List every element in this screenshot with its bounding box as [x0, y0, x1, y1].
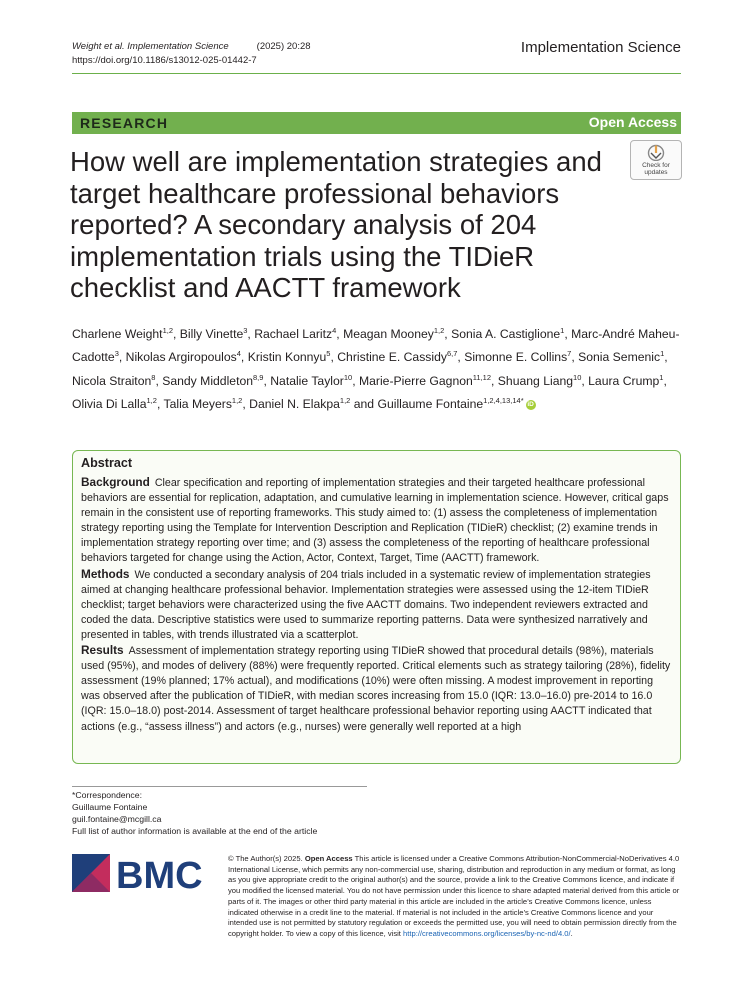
- orcid-icon[interactable]: iD: [527, 400, 534, 408]
- footnote-divider: [72, 786, 367, 787]
- author-affiliation: 11,12: [472, 372, 492, 382]
- abstract-heading: Abstract: [81, 456, 133, 470]
- author-affiliation: 3: [243, 326, 248, 335]
- author-affiliation: 1,2: [146, 395, 157, 405]
- abstract-background: [81, 475, 675, 567]
- author-list: Charlene Weight$^{1,2}$, Billy Vinette$^3$, Rachael Laritz$^4$, Meagan Mooney$^{1,2}$, Sonia A. Castiglione$^1$, Marc-André Maheu-Cadotte$^3$, Nikolas Argiropoulos$^4$, Kristin Konnyu$^5$, Christine E. Cassidy$^{6,7}$, Simonne E. Collins$^7$, Sonia Semenic$^1$, Nicola Straiton$^8$, Sandy Middleton$^{8,9}$, Natalie Taylor$^{10}$, Marie-Pierre Gagnon$^{11,12}$, Shuang Liang$^{10}$, Laura Crump$^1$, Olivia Di Lalla$^{1,2}$, Talia Meyers$^{1,2}$, Daniel N. Elakpa$^{1,2}$ and Guillaume Fontaine$^{1,2,4,13,14*}$ iD: [72, 326, 680, 411]
- journal-name: Implementation Science: [520, 39, 681, 56]
- author-name[interactable]: Charlene Weight: [72, 327, 163, 342]
- author-affiliation: 1,2: [231, 395, 243, 405]
- author-name[interactable]: Sandy Middleton: [162, 373, 254, 388]
- author-name[interactable]: Rachael Laritz: [254, 327, 333, 342]
- header-citation: Weight et al. Implementation Science: [72, 41, 229, 52]
- author-affiliation: 1: [659, 372, 664, 382]
- author-affiliation: 8,9: [253, 372, 264, 382]
- background-label: Background: [81, 475, 150, 489]
- abstract-results: [81, 643, 675, 735]
- author-affiliation: 4: [332, 326, 337, 335]
- author-affiliation: 1,2: [162, 326, 173, 335]
- author-name[interactable]: Olivia Di Lalla: [72, 396, 147, 411]
- author-affiliation: 6,7: [446, 349, 458, 359]
- open-access-label: Open Access: [588, 114, 677, 130]
- author-name[interactable]: Shuang Liang: [497, 373, 574, 388]
- author-name[interactable]: Billy Vinette: [179, 327, 244, 342]
- author-affiliation: 1,2: [339, 395, 351, 405]
- correspondence-name: Guillaume Fontaine: [72, 802, 148, 812]
- abstract-box: [72, 450, 681, 764]
- license-text: [228, 854, 682, 940]
- check-for-updates-button[interactable]: [630, 140, 682, 180]
- author-affiliation: 1: [660, 349, 665, 359]
- authors-and: and: [353, 396, 375, 411]
- correspondence-block: [72, 789, 317, 837]
- author-name[interactable]: Nicola Straiton: [72, 373, 152, 388]
- author-name[interactable]: Talia Meyers: [163, 396, 232, 411]
- author-affiliation: 5: [326, 349, 331, 359]
- correspondence-email[interactable]: guil.fontaine@mcgill.ca: [72, 814, 162, 824]
- article-title: How well are implementation strategies and target healthcare professional behaviors reported? A secondary analysis of 204 implementation trials using the TIDieR checklist and AACTT framework: [70, 146, 602, 304]
- license-oa-label: Open Access: [304, 854, 353, 863]
- author-affiliation: 1: [560, 326, 565, 335]
- author-name[interactable]: Kristin Konnyu: [247, 350, 327, 365]
- author-affiliation: 1,2: [433, 326, 445, 335]
- author-name[interactable]: Daniel N. Elakpa: [249, 396, 340, 411]
- abstract-methods: [81, 567, 675, 643]
- article-type-banner: [72, 112, 681, 134]
- author-affiliation: 1,2,4,13,14*: [483, 395, 524, 405]
- article-type-label: RESEARCH: [80, 115, 169, 131]
- check-updates-icon: [647, 144, 665, 161]
- methods-label: Methods: [81, 566, 130, 581]
- results-label: Results: [81, 643, 124, 658]
- license-end: .: [570, 928, 573, 938]
- check-updates-line1: Check for: [642, 162, 670, 169]
- author-name[interactable]: Simonne E. Collins: [464, 350, 568, 365]
- check-updates-line2: updates: [644, 169, 668, 176]
- author-affiliation: 8: [151, 372, 156, 382]
- bmc-logo-text: BMC: [116, 855, 203, 894]
- header-year-volume: (2025) 20:28: [256, 41, 311, 52]
- correspondence-label: *Correspondence:: [72, 790, 143, 800]
- author-name[interactable]: Meagan Mooney: [343, 327, 434, 342]
- author-name[interactable]: Christine E. Cassidy: [337, 350, 447, 365]
- author-name[interactable]: Laura Crump: [588, 373, 660, 388]
- author-info-note: Full list of author information is available at the end of the article: [72, 826, 318, 836]
- license-body: This article is licensed under a Creative Commons Attribution-NonCommercial-NoDerivatives 4.0 International License, which permits any non-commercial use, sharing, distribution and reproduction in any medium or format, as long as you give appropriate credit to the original author(s) and the source, provide a link to the Creative Commons licence, and indicate if you modified the licensed material. You do not have permission under this licence to share adapted material derived from this article or parts of it. The images or other third party material in this article are included in the article’s Creative Commons licence, unless indicated otherwise in a credit line to the material. If material is not included in the article’s Creative Commons licence and your intended use is not permitted by statutory regulation or exceeds the permitted use, you will need to obtain permission directly from the copyright holder. To view a copy of this licence, visit: [228, 854, 680, 938]
- background-text: Clear specification and reporting of implementation strategies and their targeted healthcare professional behaviors are essential for replication, adaptation, and cumulative learning in implementation science. However, critical gaps remain in the consistent use of reporting frameworks. This study aimed to: (1) assess the completeness of implementation strategy reporting using the Template for Intervention Description and Replication (TIDieR) checklist; (2) examine trends in implementation strategy reporting over time; and (3) assess the completeness of the reporting of healthcare professional behaviors targeted for change using the Action, Actor, Context, Target, Time (AACTT) framework.: [81, 477, 669, 565]
- author-affiliation: 10: [573, 372, 582, 382]
- author-name[interactable]: Natalie Taylor: [270, 373, 344, 388]
- author-affiliation: 7: [567, 349, 572, 359]
- author-affiliation: 10: [343, 372, 353, 382]
- author-affiliation: 4: [236, 349, 241, 359]
- methods-text: We conducted a secondary analysis of 204 trials included in a systematic review of implementation strategies aimed at changing healthcare professional behavior. Implementation strategies were assessed using the 12-item TIDieR checklist; target behaviors were characterized using the five AACTT domains. Two independent reviewers extracted and coded the data. Descriptive statistics were used to summarize reporting patterns. Data were synthesized narratively and presented in tables, with trends illustrated via a scatterplot.: [81, 568, 651, 641]
- abstract-body: [81, 475, 675, 735]
- results-text: Assessment of implementation strategy reporting using TIDieR showed that procedural details (98%), materials used (95%), and modes of delivery (88%) were frequently reported. Critical elements such as strategy tailoring (28%), fidelity assessment (19% planned; 17% actual), and modifications (10%) were often missing. A modest improvement in reporting was observed after the publication of TIDieR, with median scores increasing from 15.0 (IQR: 13.0–16.0) pre-2014 to 16.0 (IQR: 15.0–18.0) post-2014. Assessment of target healthcare professional behavior reporting using AACTT indicated that actions (e.g., “assess illness”) and actors (e.g., nurses) were generally well reported at a high: [81, 645, 671, 733]
- author-name[interactable]: Marc-André Maheu-Cadotte: [72, 327, 680, 365]
- author-name[interactable]: Guillaume Fontaine: [377, 396, 484, 411]
- license-link[interactable]: http://creativecommons.org/licenses/by-nc-nd/4.0/: [403, 928, 571, 938]
- author-name[interactable]: Sonia Semenic: [578, 350, 661, 365]
- running-header: [72, 40, 311, 68]
- header-divider: [72, 73, 681, 74]
- author-name[interactable]: Nikolas Argiropoulos: [125, 350, 237, 365]
- copyright-notice: © The Author(s) 2025.: [228, 854, 303, 863]
- header-doi-link[interactable]: https://doi.org/10.1186/s13012-025-01442-7: [72, 55, 257, 66]
- bmc-logo: [72, 852, 212, 894]
- author-affiliation: 3: [114, 349, 119, 359]
- author-name[interactable]: Marie-Pierre Gagnon: [358, 373, 473, 388]
- author-name[interactable]: Sonia A. Castiglione: [451, 327, 561, 342]
